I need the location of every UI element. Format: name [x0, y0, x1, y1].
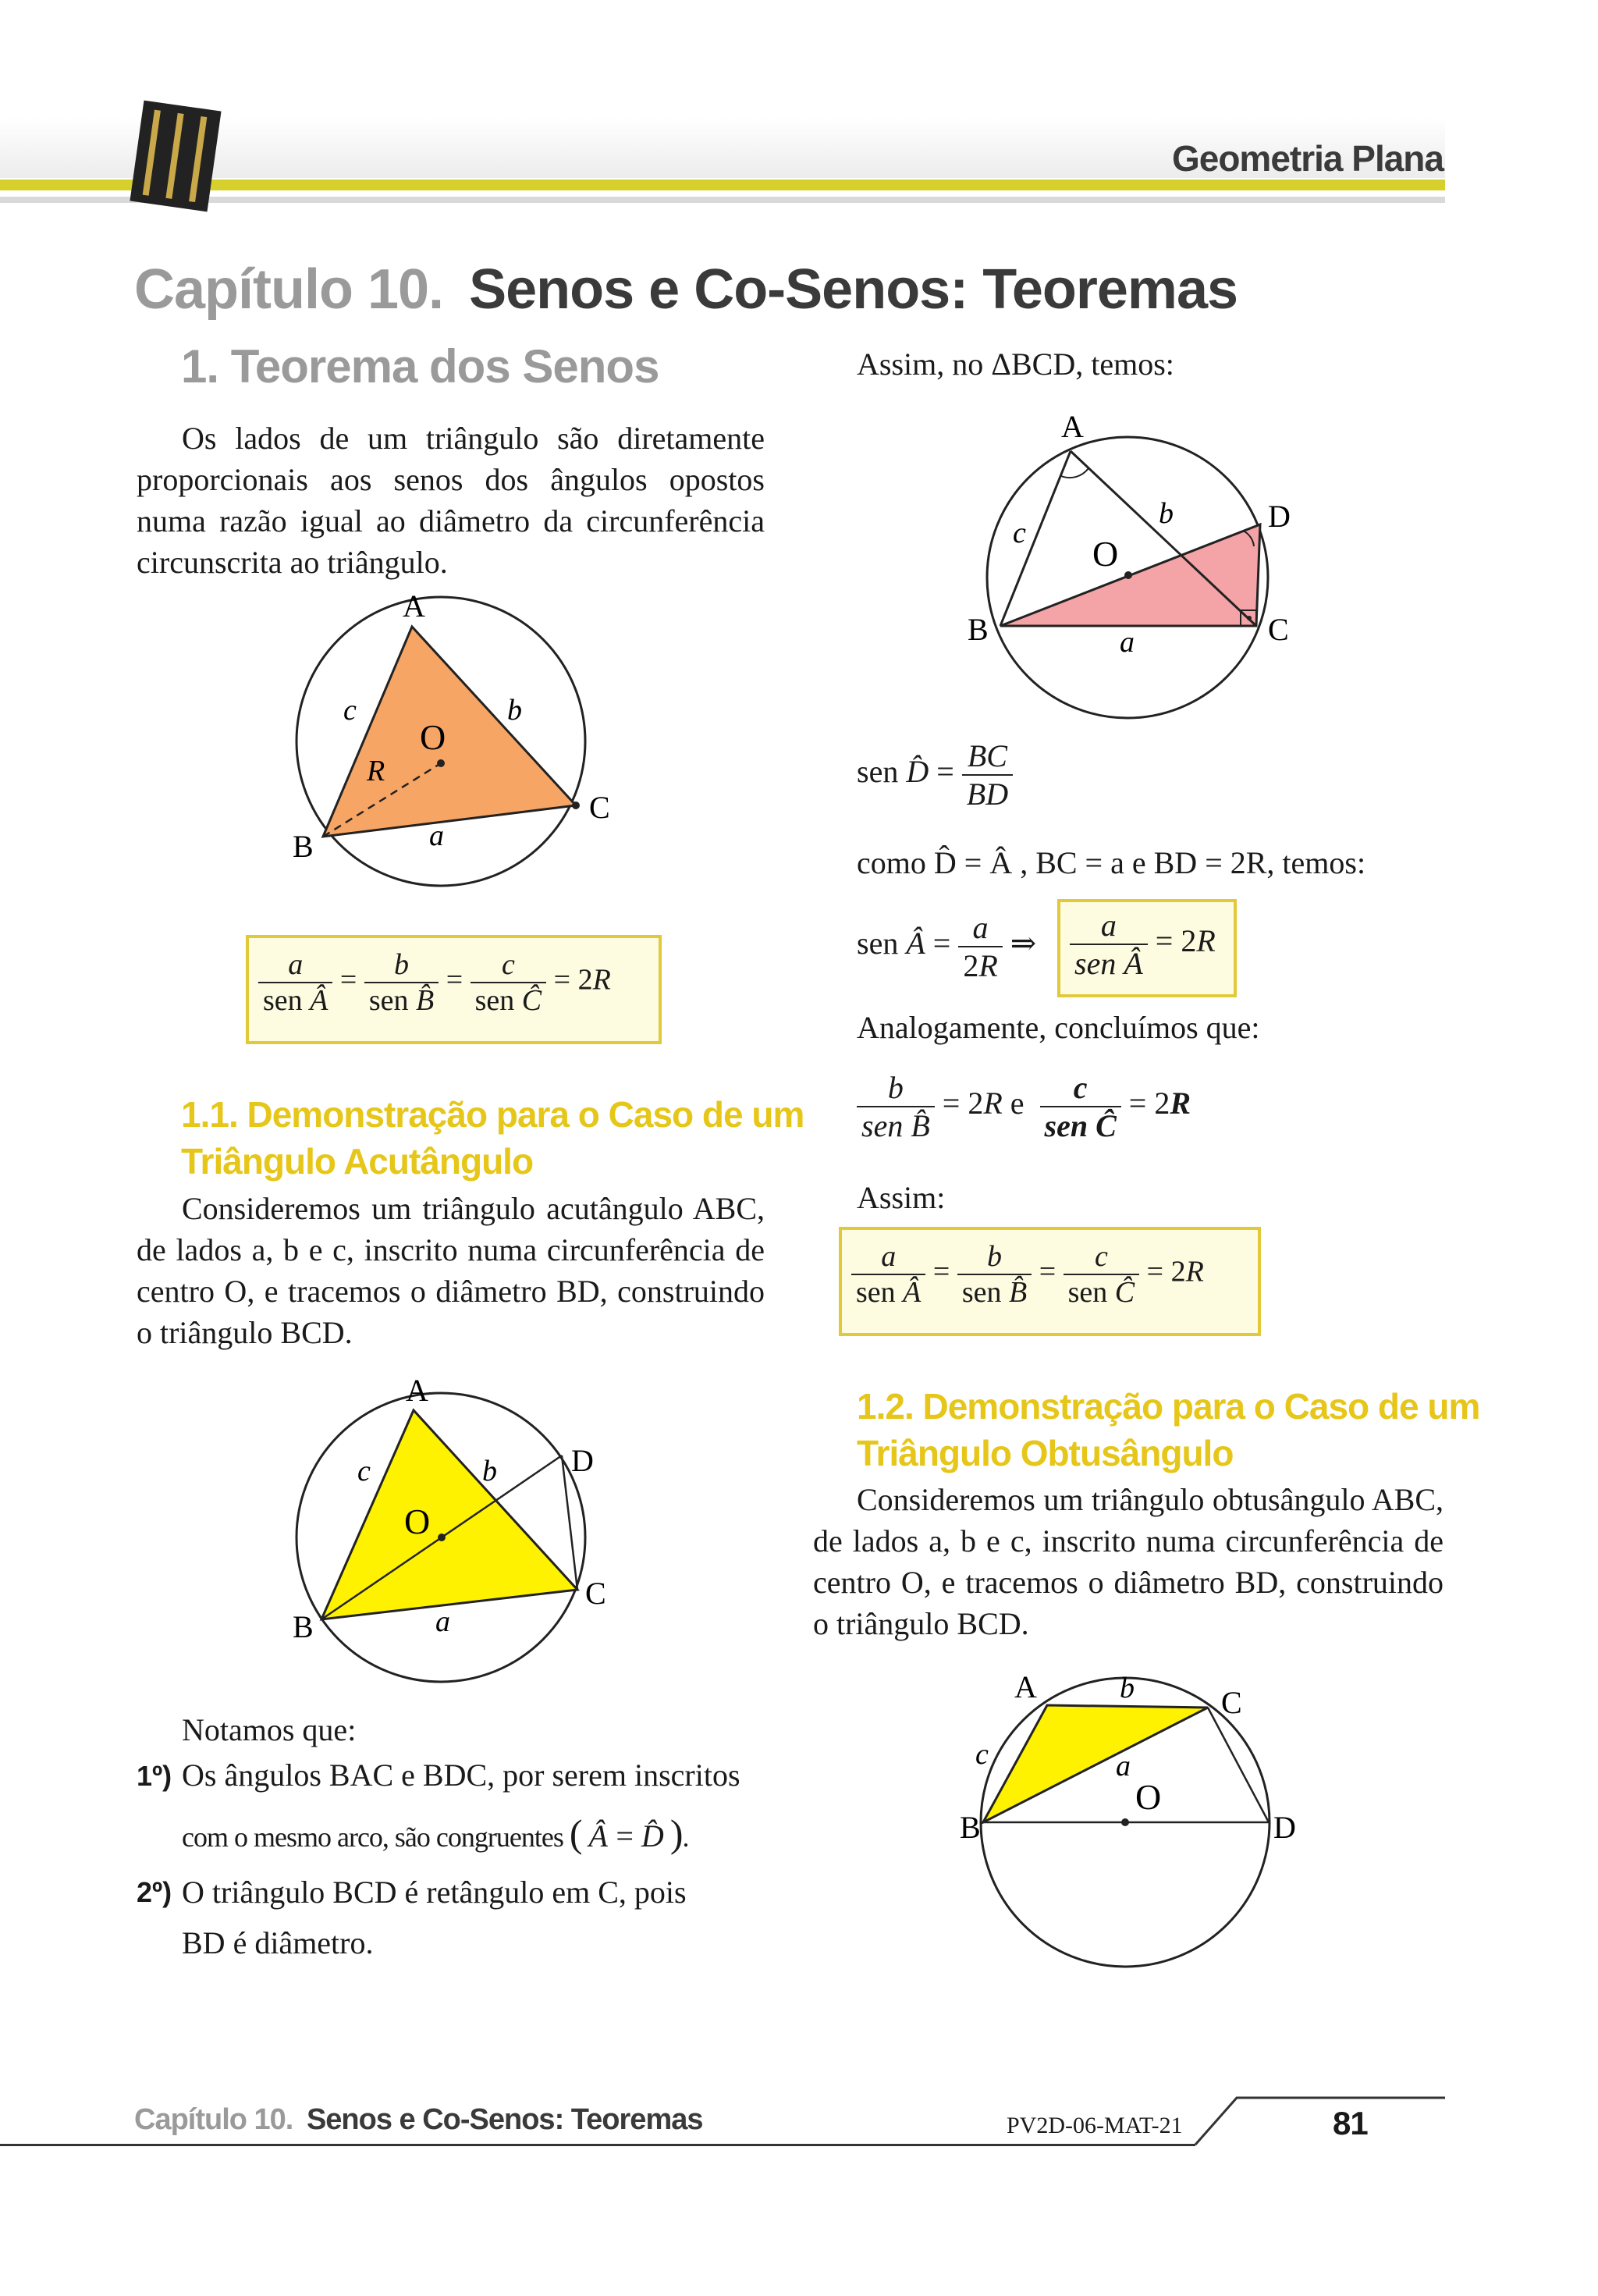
item1-number: 1º): [137, 1760, 172, 1792]
svg-text:R: R: [367, 755, 385, 787]
section1-heading: 1. Teorema dos Senos: [181, 340, 659, 393]
svg-text:C: C: [589, 790, 610, 825]
footer-code: PV2D-06-MAT-21: [1007, 2113, 1183, 2138]
svg-text:c: c: [343, 694, 357, 727]
figure-acute-triangle-diameter: [281, 1362, 616, 1690]
svg-text:O: O: [404, 1502, 431, 1541]
svg-text:D: D: [1273, 1810, 1296, 1845]
svg-text:c: c: [1013, 517, 1026, 549]
item1-line-b: com o mesmo arco, são congruentes ( Â = D̂ ).: [182, 1811, 689, 1855]
svg-text:B: B: [968, 612, 989, 647]
section12-paragraph: Consideremos um triângulo obtusângulo ABC, de lados a, b e c, inscrito numa circunferência de centro O, e tracemos o diâmetro BD, construindo o triângulo BCD.: [813, 1482, 1444, 1641]
item1: [137, 1754, 172, 1797]
footer-line-angle: [1170, 2095, 1451, 2150]
section12-heading: [857, 1383, 1479, 1477]
section1-paragraph: Os lados de um triângulo são diretamente proporcionais aos senos dos ângulos opostos numa razão igual ao diâmetro da circunferência circunscrita ao triângulo.: [137, 421, 765, 580]
como-text: como D̂ = Â , BC = a e BD = 2R, temos:: [857, 845, 1366, 880]
svg-text:C: C: [1221, 1685, 1242, 1720]
svg-text:B: B: [293, 829, 314, 864]
analogamente-text: Analogamente, concluímos que:: [857, 1010, 1260, 1045]
svg-text:O: O: [1092, 534, 1119, 574]
abacus-icon: [117, 98, 234, 215]
svg-text:O: O: [1135, 1777, 1162, 1817]
footer-line: [0, 2144, 1195, 2146]
svg-text:a: a: [1116, 1750, 1131, 1782]
section12-heading-line1: 1.2. Demonstração para o Caso de um: [857, 1386, 1480, 1427]
item2-line-b: BD é diâmetro.: [182, 1925, 374, 1960]
chapter-title: [134, 258, 1238, 322]
notamos-text: Notamos que:: [182, 1712, 357, 1747]
sen-a-result-box: $\frac{a}{\text{sen Â}}$ = 2R: [1057, 899, 1237, 997]
svg-text:A: A: [403, 588, 425, 624]
chapter-number: Capítulo 10.: [134, 258, 444, 321]
footer-chapter-name: Senos e Co-Senos: Teoremas: [306, 2103, 703, 2136]
svg-text:a: a: [1120, 626, 1135, 659]
svg-text:c: c: [975, 1738, 989, 1771]
svg-text:O: O: [420, 717, 446, 757]
item1-congruent-text: com o mesmo arco, são congruentes: [182, 1822, 563, 1853]
item2-line-a: O triângulo BCD é retângulo em C, pois: [182, 1875, 687, 1910]
footer-chapter: [134, 2103, 703, 2137]
assim-no-text: Assim, no ΔBCD, temos:: [857, 347, 1174, 382]
figure-obtuse-triangle: [952, 1662, 1311, 1951]
svg-text:A: A: [406, 1373, 428, 1408]
chapter-name: Senos e Co-Senos: Teoremas: [469, 258, 1238, 321]
analog-formulas: $\frac{b}{\text{sen B̂}}$ = 2R e $\frac{c}{\text{sen Ĉ}}$ = 2R: [857, 1069, 1191, 1144]
svg-text:c: c: [357, 1455, 371, 1487]
svg-text:b: b: [1159, 497, 1174, 530]
figure-right-triangle-bcd: [968, 409, 1311, 741]
section12-heading-line2: Triângulo Obtusângulo: [857, 1433, 1234, 1473]
assim-text: Assim:: [857, 1180, 946, 1215]
section11-heading: [181, 1091, 804, 1185]
svg-text:A: A: [1014, 1669, 1037, 1704]
page-number: 81: [1333, 2105, 1368, 2141]
svg-text:b: b: [482, 1455, 497, 1487]
section11-paragraph: Consideremos um triângulo acutângulo ABC, de lados a, b e c, inscrito numa circunferência de centro O, e tracemos o diâmetro BD, construindo o triângulo BCD.: [137, 1191, 765, 1350]
svg-text:a: a: [435, 1605, 450, 1638]
section11-heading-line1: 1.1. Demonstração para o Caso de um: [181, 1094, 804, 1135]
section11-heading-line2: Triângulo Acutângulo: [181, 1141, 534, 1182]
svg-text:C: C: [1268, 612, 1289, 647]
footer-chapter-number: Capítulo 10.: [134, 2103, 293, 2136]
figure-acute-triangle-radius: [281, 585, 616, 913]
svg-text:b: b: [507, 694, 522, 727]
svg-text:a: a: [429, 819, 444, 852]
sen-a-formula: sen Â = $\frac{a}{2R}$ ⇒: [857, 910, 1037, 983]
law-of-sines-box-2: $\frac{a}{\text{sen Â}}$ = $\frac{b}{\text{sen B̂}}$ = $\frac{c}{\text{sen Ĉ}}$ = 2R: [839, 1227, 1261, 1336]
svg-text:B: B: [960, 1810, 981, 1845]
law-of-sines-box: $\frac{a}{\text{sen Â}}$ = $\frac{b}{\text{sen B̂}}$ = $\frac{c}{\text{sen Ĉ}}$ = 2R: [246, 935, 662, 1044]
item2-number: 2º): [137, 1876, 172, 1908]
svg-text:B: B: [293, 1609, 314, 1644]
svg-text:D: D: [1268, 499, 1291, 534]
header-subject: Geometria Plana: [1171, 138, 1444, 179]
svg-text:A: A: [1061, 409, 1084, 444]
svg-text:C: C: [585, 1576, 606, 1611]
item1-line-a: Os ângulos BAC e BDC, por serem inscritos: [182, 1758, 740, 1793]
sen-d-formula: sen D̂ = $\frac{BC}{BD}$: [857, 737, 1013, 812]
svg-text:b: b: [1120, 1672, 1135, 1704]
svg-text:D: D: [571, 1443, 594, 1478]
